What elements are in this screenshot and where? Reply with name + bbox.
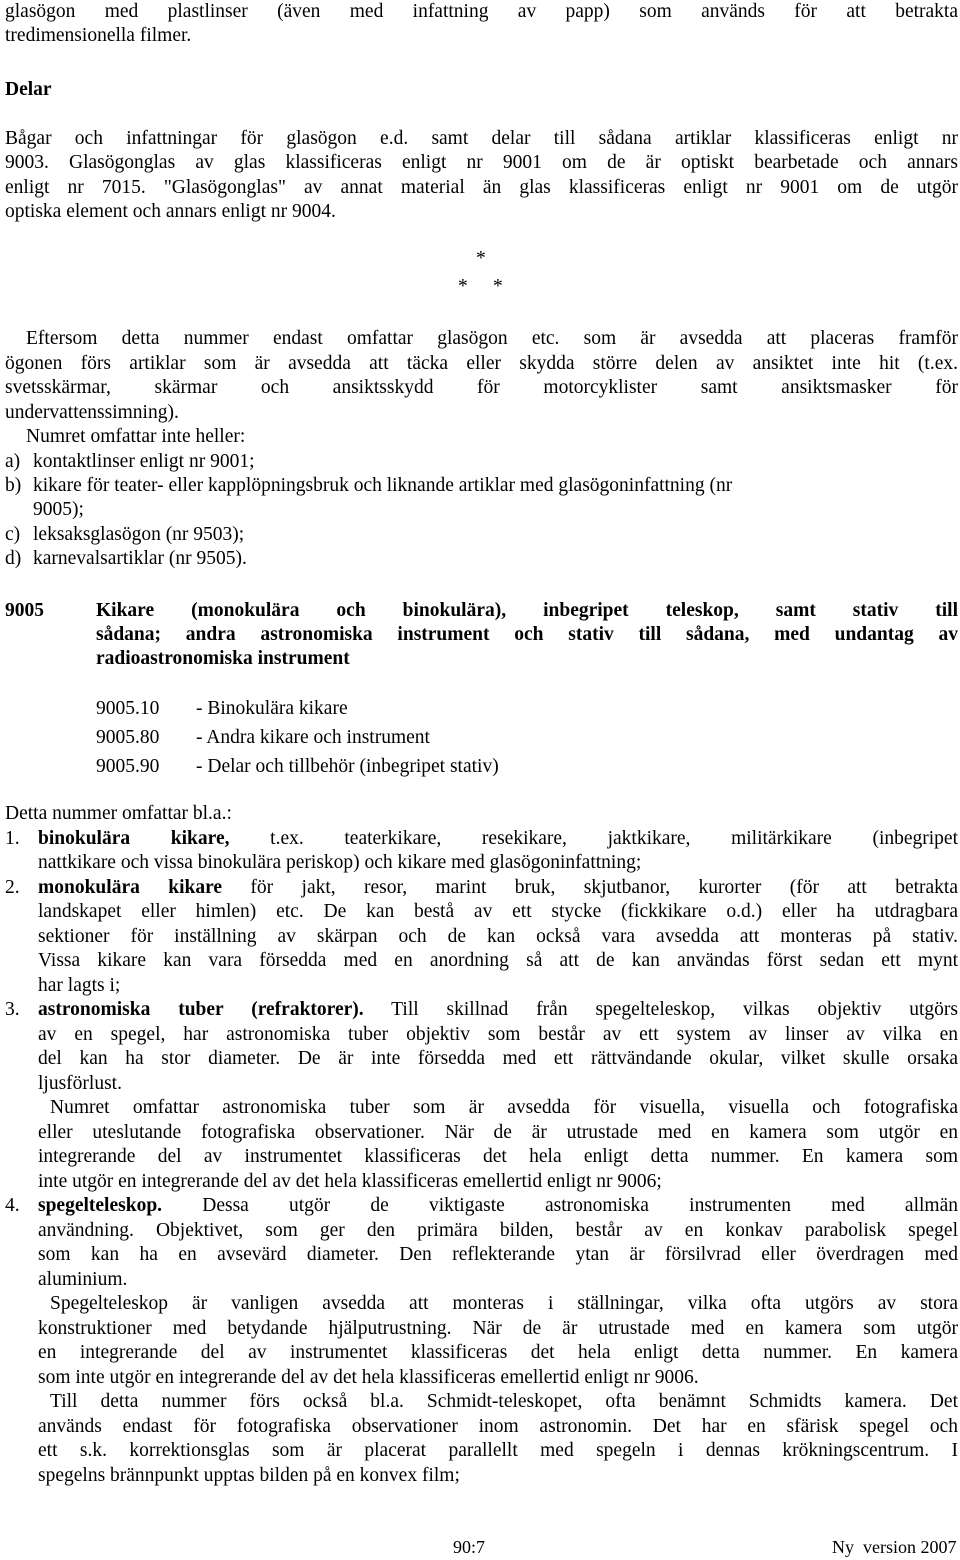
body-text-line: svetsskärmar, skärmar och ansiktsskydd för motorcyklister samt ansiktsmasker för bbox=[5, 377, 958, 398]
item-first-line bbox=[38, 827, 958, 851]
item-term: binokulära kikare, bbox=[38, 828, 230, 849]
item-first-line bbox=[38, 876, 958, 900]
version-label: Ny version 2007 bbox=[832, 1537, 957, 1557]
subheading-code: 9005.10 bbox=[96, 698, 160, 719]
body-text-line: Eftersom detta nummer endast omfattar glasögon etc. som är avsedda att placeras framför bbox=[26, 328, 958, 349]
list-label: d) bbox=[5, 548, 22, 569]
item-number: 3. bbox=[5, 999, 20, 1020]
subheading-text: - Andra kikare och instrument bbox=[196, 727, 430, 748]
body-text-line: Spegelteleskop är vanligen avsedda att monteras i ställningar, vilka ofta utgörs av stora bbox=[50, 1293, 958, 1314]
list-text: leksaksglasögon (nr 9503); bbox=[33, 524, 245, 545]
list-text: 9005); bbox=[33, 499, 84, 520]
subheading-text: - Delar och tillbehör (inbegripet stativ) bbox=[196, 756, 499, 777]
item-text: Till skillnad från spegelteleskop, vilkas objektiv utgörs bbox=[363, 999, 958, 1020]
body-text-line: tredimensionella filmer. bbox=[5, 25, 192, 46]
body-text-line: optiska element och annars enligt nr 9004. bbox=[5, 201, 336, 222]
body-text-line: 9003. Glasögonglas av glas klassificeras enligt nr 9001 om de är optiskt bearbetade och annars bbox=[5, 152, 958, 173]
list-text: kontaktlinser enligt nr 9001; bbox=[33, 451, 255, 472]
body-text-line: nattkikare och vissa binokulära periskop) och kikare med glasögoninfattning; bbox=[38, 852, 642, 873]
list-item bbox=[0, 547, 960, 571]
item-term: astronomiska tuber (refraktorer). bbox=[38, 999, 364, 1020]
body-text-line: ögonen förs artiklar som är avsedda att täcka eller skydda större delen av ansiktet inte hit (t.ex. bbox=[5, 353, 958, 374]
body-text-line: användning. Objektivet, som ger den primära bilden, består av en konkav parabolisk spegel bbox=[38, 1220, 958, 1241]
body-text-line: Till detta nummer förs också bl.a. Schmidt-teleskopet, ofta benämnt Schmidts kamera. Det bbox=[50, 1391, 958, 1412]
separator-star: * bbox=[493, 276, 503, 297]
body-text-line: aluminium. bbox=[38, 1269, 128, 1290]
body-text-line: används endast för fotografiska observationer inom astronomin. Det har en sfärisk spegel och bbox=[38, 1416, 958, 1437]
item-number: 4. bbox=[5, 1195, 20, 1216]
item-text: för jakt, resor, marint bruk, skjutbanor, kurorter (för att betrakta bbox=[222, 877, 958, 898]
heading-number: 9005 bbox=[5, 600, 44, 621]
body-text-line: Vissa kikare kan vara försedda med en anordning så att de kan användas först sedan ett mynt bbox=[38, 950, 958, 971]
body-text-line: undervattenssimning). bbox=[5, 402, 179, 423]
body-text-line: Bågar och infattningar för glasögon e.d. samt delar till sådana artiklar klassificeras enligt nr bbox=[5, 128, 958, 149]
item-text: t.ex. teaterkikare, resekikare, jaktkikare, militärkikare (inbegripet bbox=[229, 828, 958, 849]
list-item bbox=[0, 474, 960, 522]
body-text-line: konstruktioner med betydande hjälputrustning. När de är utrustade med en kamera som utgör bbox=[38, 1318, 958, 1339]
list-label: c) bbox=[5, 524, 21, 545]
separator-star: * bbox=[458, 276, 468, 297]
body-text-line: av en spegel, har astronomiska tuber objektiv som består av ett system av linser av vilka en bbox=[38, 1024, 958, 1045]
item-term: monokulära kikare bbox=[38, 877, 223, 898]
item-first-line bbox=[38, 998, 958, 1022]
heading-title-line: Kikare (monokulära och binokulära), inbegripet teleskop, samt stativ till bbox=[96, 600, 958, 621]
list-label: a) bbox=[5, 451, 21, 472]
body-text-line: del kan ha stor diameter. De är inte försedda med ett rättvändande okular, vilket skulle orsaka bbox=[38, 1048, 958, 1069]
item-text: Dessa utgör de viktigaste astronomiska instrumenten med allmän bbox=[162, 1195, 958, 1216]
list-intro: Numret omfattar inte heller: bbox=[26, 426, 246, 447]
body-text-line: sektioner för inställning av skärpan och de kan också vara avsedda att monteras på stativ. bbox=[38, 926, 958, 947]
list-label: b) bbox=[5, 475, 22, 496]
item-number: 2. bbox=[5, 877, 20, 898]
body-text-line: en integrerande del av instrumentet klassificeras det hela enligt detta nummer. En kamera bbox=[38, 1342, 958, 1363]
item-number: 1. bbox=[5, 828, 20, 849]
heading-title-line: sådana; andra astronomiska instrument och stativ till sådana, med undantag av bbox=[96, 624, 958, 645]
subheading-code: 9005.90 bbox=[96, 756, 160, 777]
item-term: spegelteleskop. bbox=[38, 1195, 163, 1216]
subheading-code: 9005.80 bbox=[96, 727, 160, 748]
page-number: 90:7 bbox=[453, 1537, 486, 1557]
body-text-line: glasögon med plastlinser (även med infattning av papp) som används för att betrakta bbox=[5, 1, 958, 22]
body-text-line: Numret omfattar astronomiska tuber som är avsedda för visuella, visuella och fotografiska bbox=[50, 1097, 958, 1118]
body-text-line: enligt nr 7015. "Glasögonglas" av annat material än glas klassificeras enligt nr 9001 om de utgör bbox=[5, 177, 958, 198]
list-item bbox=[0, 523, 960, 547]
body-text-line: spegelns brännpunkt upptas bilden på en konvex film; bbox=[38, 1465, 460, 1486]
list-intro: Detta nummer omfattar bl.a.: bbox=[5, 803, 232, 824]
section-heading-delar: Delar bbox=[5, 79, 52, 100]
body-text-line: landskapet eller himlen) etc. De kan bestå av ett stycke (fickkikare o.d.) eller ha utdragbara bbox=[38, 901, 958, 922]
body-text-line: integrerande del av instrumentet klassificeras det hela enligt detta nummer. En kamera som bbox=[38, 1146, 958, 1167]
body-text-line: som kan ha en avsevärd diameter. Den reflekterande ytan är försilvrad eller överdragen med bbox=[38, 1244, 958, 1265]
list-text: karnevalsartiklar (nr 9505). bbox=[33, 548, 247, 569]
body-text-line: inte utgör en integrerande del av det hela klassificeras emellertid enligt nr 9006; bbox=[38, 1171, 662, 1192]
body-text-line: eller uteslutande fotografiska observationer. När de är utrustade med en kamera som utgör en bbox=[38, 1122, 958, 1143]
subheading-text: - Binokulära kikare bbox=[196, 698, 348, 719]
list-text: kikare för teater- eller kapplöpningsbruk och liknande artiklar med glasögoninfattning (nr bbox=[33, 475, 733, 496]
body-text-line: har lagts i; bbox=[38, 975, 121, 996]
body-text-line: ljusförlust. bbox=[38, 1073, 122, 1094]
heading-title-line: radioastronomiska instrument bbox=[96, 648, 350, 669]
body-text-line: som inte utgör en integrerande del av det hela klassificeras emellertid enligt nr 9006. bbox=[38, 1367, 699, 1388]
list-item bbox=[0, 450, 960, 474]
item-first-line bbox=[38, 1194, 958, 1218]
separator-star: * bbox=[476, 248, 486, 269]
body-text-line: ett s.k. korrektionsglas som är placerat parallellt med spegeln i dennas krökningscentrum. I bbox=[38, 1440, 958, 1461]
